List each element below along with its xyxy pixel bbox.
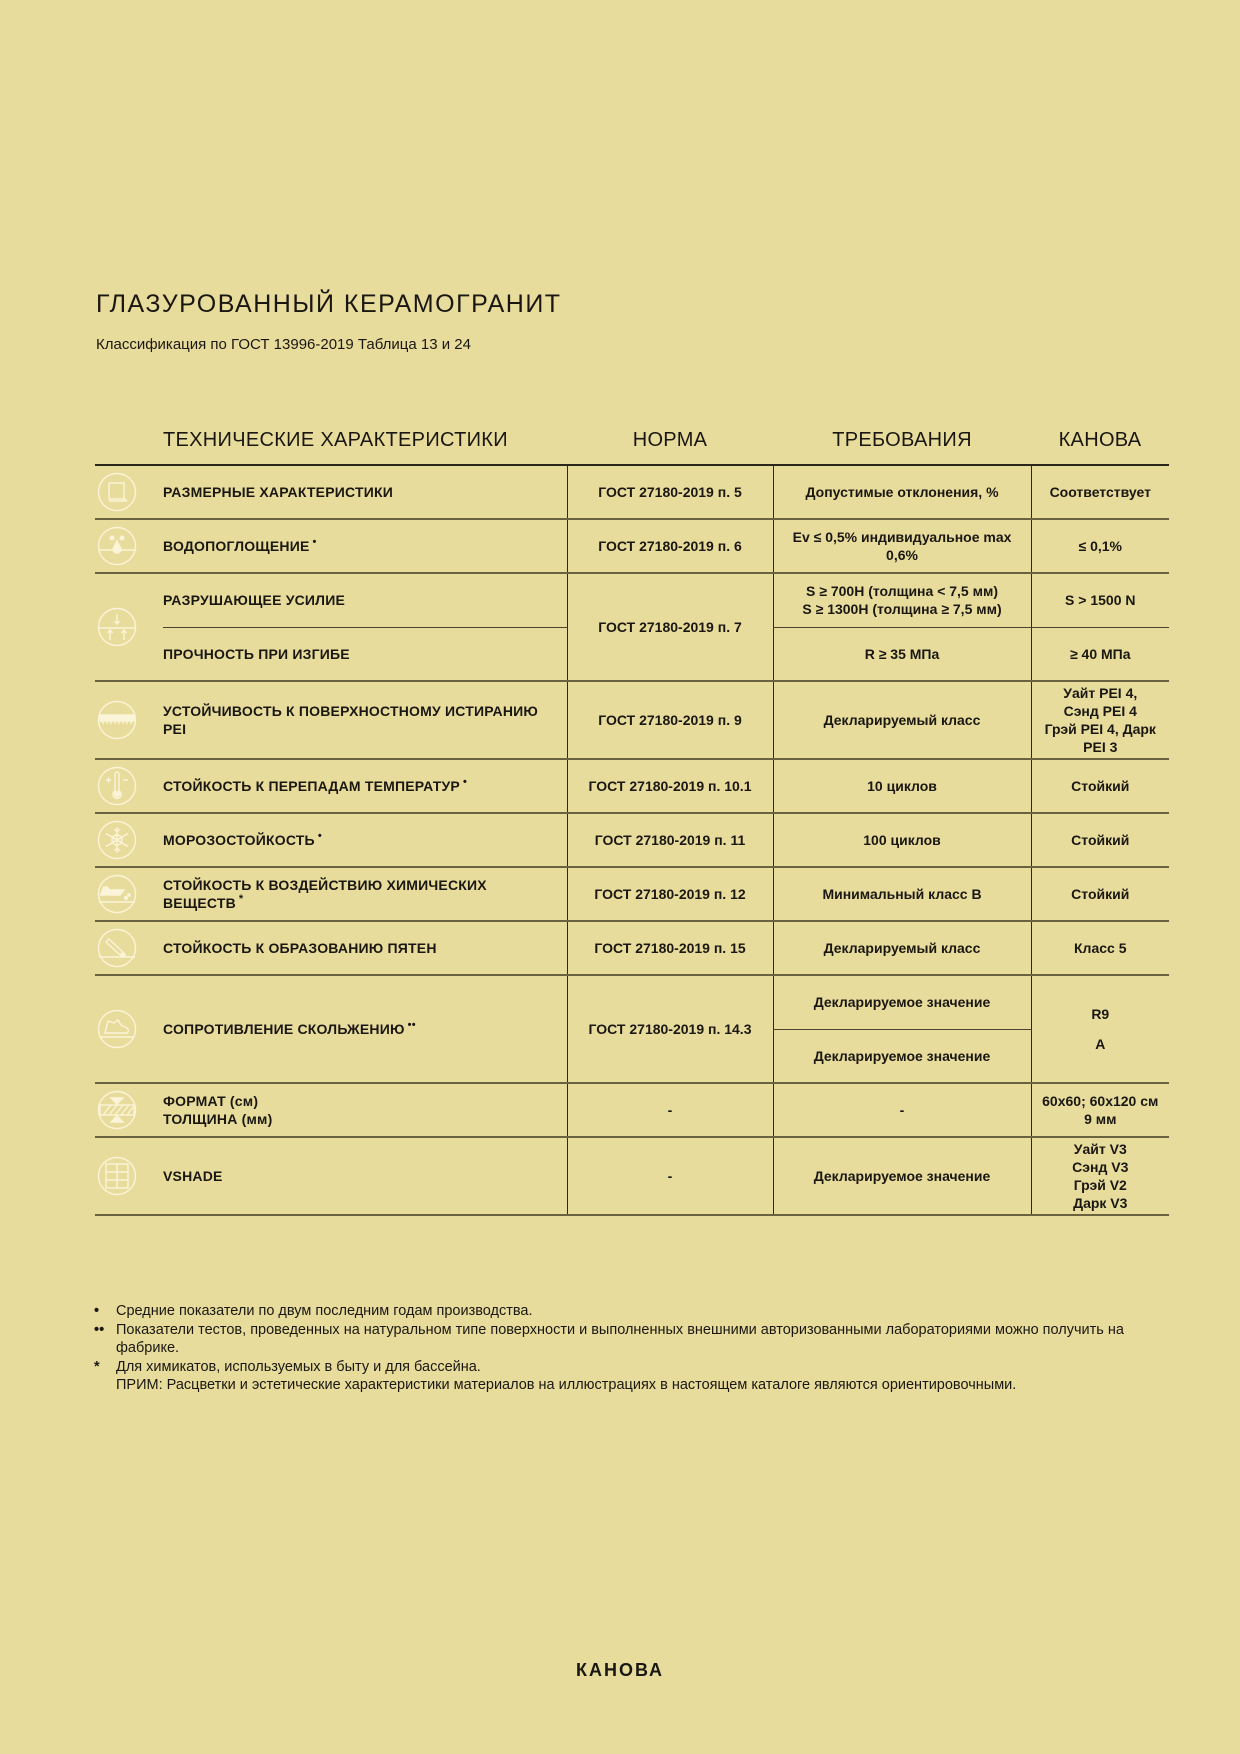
requirement-cell: Декларируемое значение — [773, 975, 1031, 1029]
footnote-mark: • — [462, 776, 467, 788]
breaking-force-icon — [95, 607, 163, 647]
chemical-icon — [95, 874, 163, 914]
characteristic-label: СТОЙКОСТЬ К ОБРАЗОВАНИЮ ПЯТЕН — [163, 940, 437, 956]
requirement-cell: Допустимые отклонения, % — [773, 465, 1031, 519]
col-header-characteristics: ТЕХНИЧЕСКИЕ ХАРАКТЕРИСТИКИ — [95, 420, 567, 465]
footnote-text: ПРИМ: Расцветки и эстетические характеристики материалов на иллюстрациях в настоящем каталоге являются ориентировочными. — [116, 1377, 1017, 1393]
footnote-mark: * — [94, 1358, 100, 1375]
kanova-value-cell: Уайт V3 Сэнд V3 Грэй V2 Дарк V3 — [1031, 1137, 1169, 1215]
characteristic-label: ПРОЧНОСТЬ ПРИ ИЗГИБЕ — [163, 645, 350, 662]
characteristic-name — [163, 681, 567, 759]
footnote-mark: • — [312, 536, 317, 548]
footnote-mark — [94, 1376, 116, 1395]
icon-cell — [95, 1137, 163, 1215]
col-header-kanova: КАНОВА — [1031, 420, 1169, 465]
kanova-value-cell: 60x60; 60x120 см 9 мм — [1031, 1083, 1169, 1137]
requirement-cell: Декларируемое значение — [773, 1137, 1031, 1215]
footnote-mark: * — [238, 893, 244, 905]
kanova-value-cell: Стойкий — [1031, 759, 1169, 813]
norm-cell: ГОСТ 27180-2019 п. 12 — [567, 867, 773, 921]
table-row — [95, 1083, 1169, 1137]
table-row — [95, 573, 1169, 627]
norm-cell: - — [567, 1083, 773, 1137]
footnote-text: Показатели тестов, проведенных на натуральном типе поверхности и выполненных внешними авторизованными лабораториями можно получить на фабрике. — [116, 1321, 1124, 1356]
footer-brand: КАНОВА — [575, 1660, 665, 1680]
requirement-cell: - — [773, 1083, 1031, 1137]
norm-cell: ГОСТ 27180-2019 п. 6 — [567, 519, 773, 573]
kanova-value-cell: Класс 5 — [1031, 921, 1169, 975]
requirement-cell: Декларируемое значение — [773, 1029, 1031, 1083]
requirement-cell: R ≥ 35 МПа — [773, 627, 1031, 681]
norm-cell: ГОСТ 27180-2019 п. 7 — [567, 573, 773, 681]
characteristic-name — [163, 867, 567, 921]
kanova-value-cell: Уайт PEI 4, Сэнд PEI 4 Грэй PEI 4, Дарк PEI 3 — [1031, 681, 1169, 759]
dimension-square-icon — [95, 472, 163, 512]
kanova-value-cell: ≤ 0,1% — [1031, 519, 1169, 573]
footnotes — [94, 1302, 1174, 1395]
table-row — [95, 465, 1169, 519]
characteristic-name — [163, 1137, 567, 1215]
kanova-value-cell: R9 — [1031, 975, 1169, 1029]
norm-cell: ГОСТ 27180-2019 п. 10.1 — [567, 759, 773, 813]
shoe-slip-icon — [95, 1009, 163, 1049]
table-row — [95, 867, 1169, 921]
col-header-requirements: ТРЕБОВАНИЯ — [773, 420, 1031, 465]
table-row — [95, 759, 1169, 813]
characteristic-name — [163, 627, 567, 681]
requirement-cell: Декларируемый класс — [773, 681, 1031, 759]
norm-cell: - — [567, 1137, 773, 1215]
characteristic-label: УСТОЙЧИВОСТЬ К ПОВЕРХНОСТНОМУ ИСТИРАНИЮ PEI — [163, 703, 539, 737]
thermometer-icon — [95, 766, 163, 806]
icon-cell — [95, 975, 163, 1083]
footnote-text: Средние показатели по двум последним годам производства. — [116, 1303, 533, 1319]
vshade-icon — [95, 1156, 163, 1196]
table-header-row — [95, 420, 1169, 465]
characteristic-name — [163, 465, 567, 519]
characteristic-label: VSHADE — [163, 1168, 223, 1184]
col-header-norm: НОРМА — [567, 420, 773, 465]
footnote-mark: • — [94, 1303, 100, 1319]
water-drop-icon — [95, 526, 163, 566]
snowflake-icon — [95, 820, 163, 860]
requirement-cell: 100 циклов — [773, 813, 1031, 867]
icon-cell — [95, 867, 163, 921]
icon-cell — [95, 813, 163, 867]
footnote-mark: • — [317, 830, 322, 842]
footnote-mark: •• — [407, 1019, 416, 1031]
table-row — [95, 519, 1169, 573]
norm-cell: ГОСТ 27180-2019 п. 9 — [567, 681, 773, 759]
kanova-value-cell: Стойкий — [1031, 867, 1169, 921]
characteristic-label: МОРОЗОСТОЙКОСТЬ — [163, 832, 315, 848]
table-row — [95, 681, 1169, 759]
norm-cell: ГОСТ 27180-2019 п. 5 — [567, 465, 773, 519]
footnote-mark: •• — [94, 1321, 105, 1338]
characteristic-label: ФОРМАТ (см) ТОЛЩИНА (мм) — [163, 1093, 273, 1127]
stain-icon — [95, 928, 163, 968]
requirement-cell: S ≥ 700Н (толщина < 7,5 мм) S ≥ 1300Н (толщина ≥ 7,5 мм) — [773, 573, 1031, 627]
requirement-cell: 10 циклов — [773, 759, 1031, 813]
kanova-value-cell: S > 1500 N — [1031, 573, 1169, 627]
footnote — [94, 1358, 1174, 1377]
table-row — [95, 1137, 1169, 1215]
kanova-value-cell: Соответствует — [1031, 465, 1169, 519]
footnote — [94, 1302, 1174, 1321]
requirement-cell: Минимальный класс В — [773, 867, 1031, 921]
characteristic-name — [163, 759, 567, 813]
characteristic-name — [163, 921, 567, 975]
icon-cell — [95, 921, 163, 975]
icon-cell — [95, 759, 163, 813]
kanova-value-cell: A — [1031, 1029, 1169, 1083]
kanova-value-cell: ≥ 40 МПа — [1031, 627, 1169, 681]
abrasion-icon — [95, 700, 163, 740]
characteristic-label: СТОЙКОСТЬ К ПЕРЕПАДАМ ТЕМПЕРАТУР — [163, 778, 460, 794]
icon-cell — [95, 519, 163, 573]
norm-cell: ГОСТ 27180-2019 п. 11 — [567, 813, 773, 867]
norm-cell: ГОСТ 27180-2019 п. 14.3 — [567, 975, 773, 1083]
requirement-cell: Декларируемый класс — [773, 921, 1031, 975]
footnote — [94, 1321, 1174, 1358]
kanova-value-cell: Стойкий — [1031, 813, 1169, 867]
icon-cell — [95, 465, 163, 519]
icon-cell — [95, 1083, 163, 1137]
characteristic-label: РАЗРУШАЮЩЕЕ УСИЛИЕ — [163, 592, 346, 609]
characteristic-label: СОПРОТИВЛЕНИЕ СКОЛЬЖЕНИЮ — [163, 1021, 405, 1037]
page-title: ГЛАЗУРОВАННЫЙ КЕРАМОГРАНИТ — [96, 290, 562, 318]
characteristic-name — [163, 975, 567, 1083]
table-row — [95, 975, 1169, 1029]
characteristic-name — [163, 813, 567, 867]
page-subtitle: Классификация по ГОСТ 13996-2019 Таблица 13 и 24 — [96, 336, 471, 353]
characteristic-label: РАЗМЕРНЫЕ ХАРАКТЕРИСТИКИ — [163, 484, 394, 500]
characteristic-name — [163, 519, 567, 573]
footnote-text: Для химикатов, используемых в быту и для бассейна. — [116, 1358, 481, 1375]
icon-cell — [95, 573, 163, 681]
table-row — [95, 921, 1169, 975]
norm-cell: ГОСТ 27180-2019 п. 15 — [567, 921, 773, 975]
characteristic-name — [163, 573, 567, 627]
spec-table — [95, 420, 1169, 1216]
characteristic-label: СТОЙКОСТЬ К ВОЗДЕЙСТВИЮ ХИМИЧЕСКИХ ВЕЩЕСТВ — [163, 877, 487, 911]
characteristic-label: ВОДОПОГЛОЩЕНИЕ — [163, 538, 310, 554]
requirement-cell: Ev ≤ 0,5% индивидуальное max 0,6% — [773, 519, 1031, 573]
icon-cell — [95, 681, 163, 759]
format-thickness-icon — [95, 1090, 163, 1130]
characteristic-name — [163, 1083, 567, 1137]
footnote — [94, 1376, 1174, 1395]
table-row — [95, 813, 1169, 867]
